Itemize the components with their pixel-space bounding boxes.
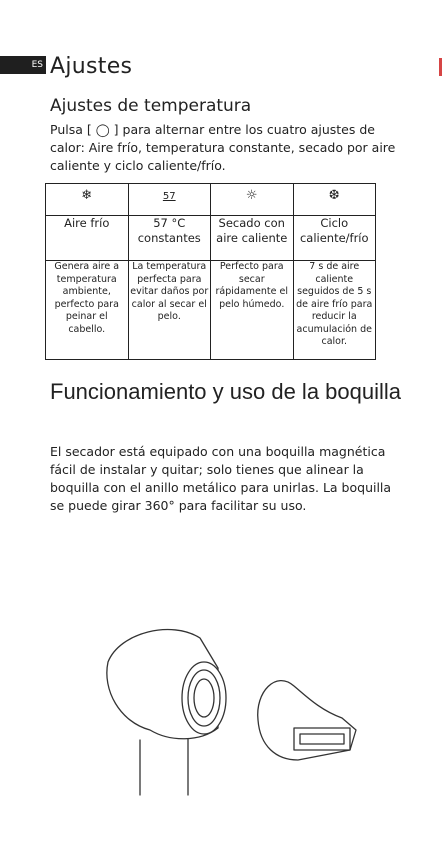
mode-description-cycle: 7 s de aire caliente seguidos de 5 s de aire frío para reducir la acumulación de calor. [293,261,376,360]
hot-air-icon: ☼ [245,188,258,203]
temperature-section-heading: Ajustes de temperatura [50,96,252,116]
table-cell [46,184,129,216]
language-tab: ES [0,56,46,74]
table-cell [293,184,376,216]
table-description-row [46,261,376,360]
temperature-intro-text: Pulsa [ ◯ ] para alternar entre los cuatro ajustes de calor: Aire frío, temperatura constante, secado por aire caliente y ciclo caliente/frío. [50,122,396,173]
mode-label-hot: Secado con aire caliente [211,216,294,261]
mode-description-cold: Genera aire a temperatura ambiente, perfecto para peinar el cabello. [46,261,129,360]
mode-label-constant: 57 °C constantes [128,216,211,261]
table-cell [211,184,294,216]
table-label-row [46,216,376,261]
mode-description-hot: Perfecto para secar rápidamente el pelo húmedo. [211,261,294,360]
nozzle-section-heading: Funcionamiento y uso de la boquilla [50,379,402,404]
mode-label-cold: Aire frío [46,216,129,261]
nozzle-text: El secador está equipado con una boquilla magnética fácil de instalar y quitar; solo tienes que alinear la boquilla con el anillo metálico para unirlas. La boquilla se puede girar 360° para facilitar su uso. [50,444,392,513]
table-icon-row [46,184,376,216]
mode-description-constant: La temperatura perfecta para evitar daños por calor al secar el pelo. [128,261,211,360]
snowflake-icon: ❄ [81,188,93,203]
mode-label-cycle: Ciclo caliente/frío [293,216,376,261]
hot-cold-cycle-icon: ❆ [328,188,340,203]
temperature-settings-table [45,183,376,360]
hair-dryer-nozzle-illustration [80,610,370,800]
constant-temperature-icon: 57 [162,191,176,202]
page-title: Ajustes [50,54,133,79]
table-cell [128,184,211,216]
